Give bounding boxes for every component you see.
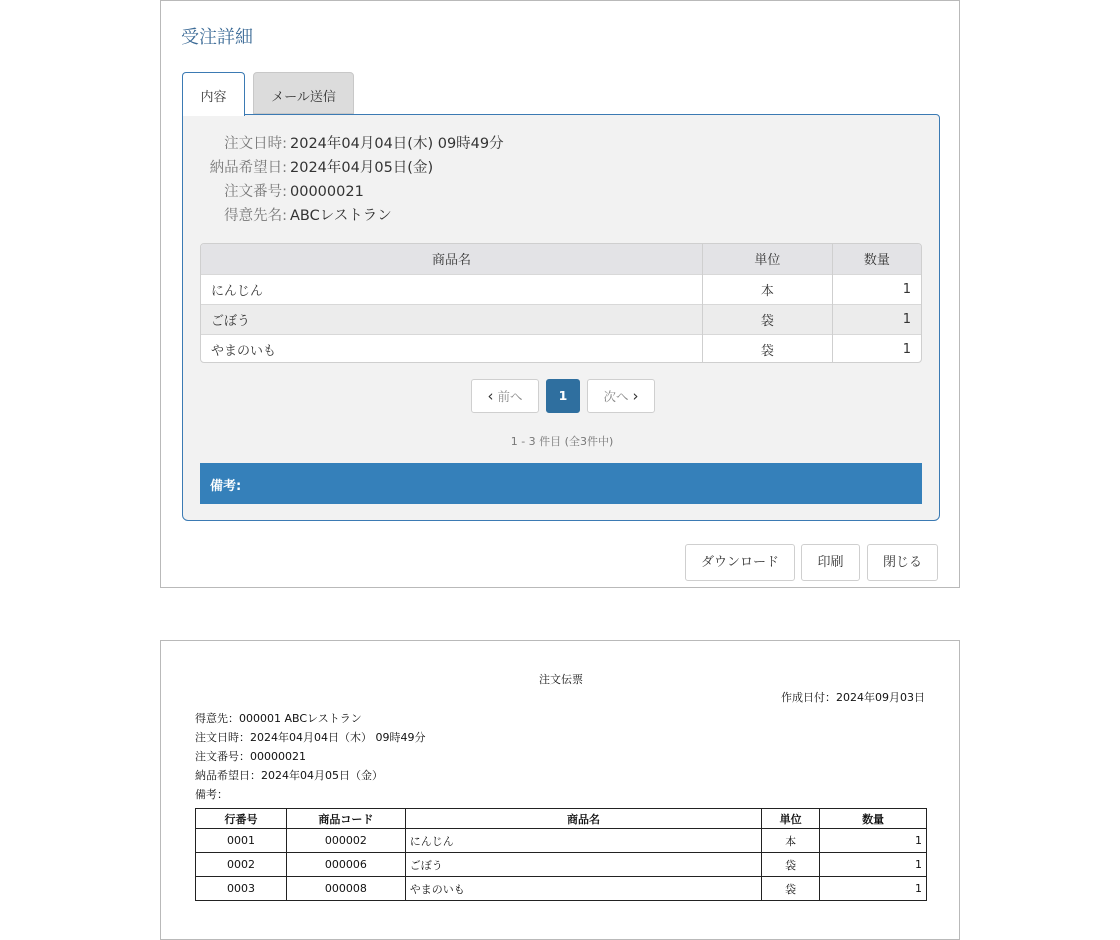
slip-order-number: 注文番号：00000021 [195, 750, 306, 763]
cell-product-name: やまのいも [201, 334, 702, 363]
slip-cell-quantity: 1 [820, 853, 927, 877]
slip-cell-unit: 袋 [762, 853, 820, 877]
tab-panel-content [182, 114, 940, 521]
prev-page-label: 前へ [497, 389, 523, 404]
slip-order-datetime: 注文日時：2024年04月04日（木） 09時49分 [195, 731, 426, 744]
table-row [196, 877, 927, 901]
info-order-datetime [183, 132, 504, 153]
cell-product-name: ごぼう [201, 304, 702, 334]
slip-cell-unit: 本 [762, 829, 820, 853]
slip-cell-line-no: 0003 [196, 877, 287, 901]
info-label: 注文番号: [224, 184, 287, 200]
print-button[interactable]: 印刷 [801, 544, 860, 581]
slip-cell-quantity: 1 [820, 877, 927, 901]
table-row[interactable] [201, 334, 921, 363]
slip-cell-line-no: 0001 [196, 829, 287, 853]
column-header-quantity[interactable]: 数量 [832, 244, 921, 274]
info-label: 納品希望日: [209, 160, 287, 176]
table-row[interactable] [201, 304, 921, 334]
chevron-right-icon: › [632, 387, 639, 405]
table-row [196, 853, 927, 877]
info-order-number [183, 180, 364, 201]
slip-header-quantity: 数量 [820, 809, 927, 829]
order-slip-preview [160, 640, 960, 940]
info-label: 得意先名: [224, 208, 287, 224]
info-delivery-date [183, 156, 433, 177]
page-number-button[interactable]: 1 [546, 379, 580, 413]
tab-content[interactable]: 内容 [182, 72, 245, 116]
slip-created-date: 作成日付：2024年09月03日 [781, 691, 925, 704]
table-row[interactable] [201, 274, 921, 304]
slip-cell-line-no: 0002 [196, 853, 287, 877]
slip-table [195, 808, 927, 901]
slip-cell-product-name: にんじん [405, 829, 761, 853]
memo-label: 備考: [210, 479, 242, 494]
info-value: 00000021 [290, 184, 364, 200]
slip-title: 注文伝票 [539, 673, 583, 686]
cell-unit: 袋 [702, 304, 832, 334]
info-label: 注文日時: [224, 136, 287, 152]
column-header-product-name[interactable]: 商品名 [201, 244, 702, 274]
slip-customer: 得意先：000001 ABCレストラン [195, 712, 362, 725]
slip-header-product-code: 商品コード [286, 809, 405, 829]
next-page-button[interactable] [587, 379, 655, 413]
slip-header-unit: 単位 [762, 809, 820, 829]
cell-unit: 本 [702, 274, 832, 304]
slip-delivery-date: 納品希望日：2024年04月05日（金） [195, 769, 383, 782]
slip-cell-unit: 袋 [762, 877, 820, 901]
cell-quantity: 1 [832, 304, 921, 334]
cell-product-name: にんじん [201, 274, 702, 304]
slip-header-product-name: 商品名 [405, 809, 761, 829]
download-button[interactable]: ダウンロード [685, 544, 795, 581]
dialog-title: 受注詳細 [181, 27, 253, 48]
slip-memo: 備考： [195, 788, 228, 801]
cell-quantity: 1 [832, 334, 921, 363]
memo-bar [200, 463, 922, 504]
info-value: 2024年04月05日(金) [290, 160, 434, 176]
table-row [196, 829, 927, 853]
slip-cell-product-name: やまのいも [405, 877, 761, 901]
tab-mail-send[interactable]: メール送信 [253, 72, 354, 114]
cell-unit: 袋 [702, 334, 832, 363]
info-value: ABCレストラン [290, 208, 392, 224]
close-button[interactable]: 閉じる [867, 544, 938, 581]
pagination-info: 1 - 3 件目 (全3件中) [510, 435, 614, 448]
cell-quantity: 1 [832, 274, 921, 304]
prev-page-button[interactable] [471, 379, 539, 413]
slip-cell-quantity: 1 [820, 829, 927, 853]
column-header-unit[interactable]: 単位 [702, 244, 832, 274]
info-value: 2024年04月04日(木) 09時49分 [290, 136, 504, 152]
slip-header-line-no: 行番号 [196, 809, 287, 829]
slip-cell-product-code: 000002 [286, 829, 405, 853]
product-grid [200, 243, 922, 363]
next-page-label: 次へ [603, 389, 629, 404]
slip-cell-product-code: 000006 [286, 853, 405, 877]
order-detail-dialog [160, 0, 960, 588]
slip-cell-product-name: ごぼう [405, 853, 761, 877]
slip-cell-product-code: 000008 [286, 877, 405, 901]
chevron-left-icon: ‹ [487, 387, 494, 405]
info-customer-name [183, 204, 392, 225]
